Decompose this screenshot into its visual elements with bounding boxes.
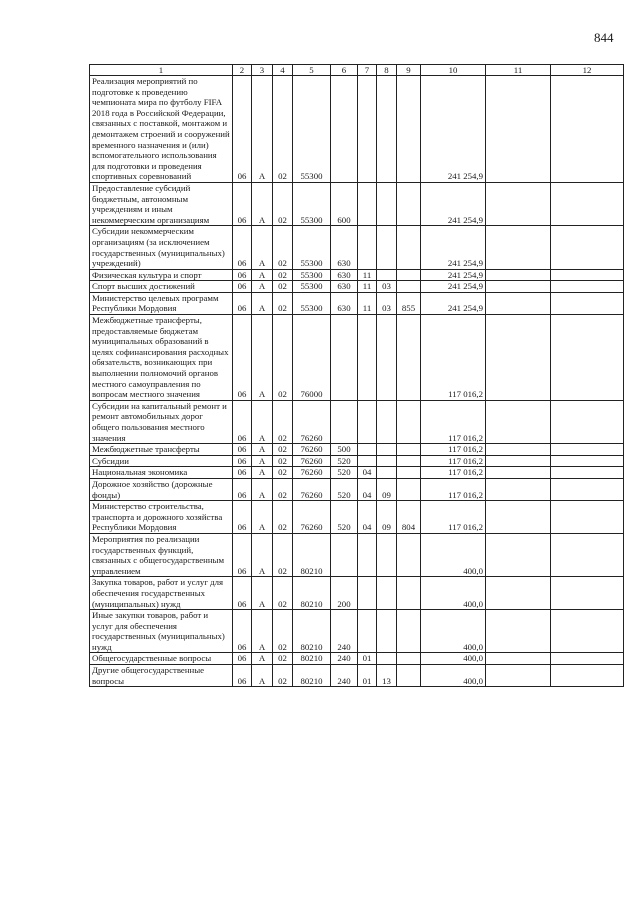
code-cell: 02	[273, 533, 293, 576]
code-cell: 06	[233, 653, 252, 665]
code-cell	[358, 76, 377, 183]
code-cell: 06	[233, 478, 252, 500]
code-cell: 520	[331, 501, 358, 534]
code-cell	[397, 281, 421, 293]
table-row	[90, 315, 624, 401]
code-cell: 76000	[293, 315, 331, 401]
code-cell: 02	[273, 269, 293, 281]
amount-cell	[486, 182, 551, 225]
table-row	[90, 467, 624, 479]
column-header: 4	[273, 65, 293, 76]
code-cell: 06	[233, 501, 252, 534]
code-cell: 76260	[293, 400, 331, 443]
code-cell: А	[252, 292, 273, 314]
amount-cell	[551, 501, 624, 534]
code-cell: 06	[233, 533, 252, 576]
amount-cell	[486, 501, 551, 534]
row-name-cell: Министерство строительства, транспорта и дорожного хозяйства Республики Мордовия	[90, 501, 233, 534]
code-cell: А	[252, 455, 273, 467]
code-cell: 80210	[293, 653, 331, 665]
code-cell: 02	[273, 577, 293, 610]
code-cell	[358, 533, 377, 576]
code-cell: 80210	[293, 610, 331, 653]
amount-cell: 400,0	[421, 610, 486, 653]
amount-cell	[486, 281, 551, 293]
amount-cell: 117 016,2	[421, 400, 486, 443]
row-name-cell: Общегосударственные вопросы	[90, 653, 233, 665]
code-cell: 06	[233, 76, 252, 183]
table-header-row	[90, 65, 624, 76]
amount-cell	[551, 315, 624, 401]
amount-cell	[551, 455, 624, 467]
amount-cell	[551, 665, 624, 687]
code-cell: 01	[358, 653, 377, 665]
code-cell: А	[252, 665, 273, 687]
code-cell: 04	[358, 478, 377, 500]
amount-cell	[486, 665, 551, 687]
code-cell: 520	[331, 478, 358, 500]
code-cell	[358, 610, 377, 653]
table-row	[90, 577, 624, 610]
row-name-cell: Другие общегосударственные вопросы	[90, 665, 233, 687]
amount-cell	[486, 292, 551, 314]
code-cell	[397, 315, 421, 401]
amount-cell: 117 016,2	[421, 315, 486, 401]
code-cell: 02	[273, 444, 293, 456]
code-cell	[397, 182, 421, 225]
code-cell	[397, 269, 421, 281]
code-cell: 09	[377, 501, 397, 534]
amount-cell	[486, 400, 551, 443]
code-cell: 02	[273, 665, 293, 687]
amount-cell	[551, 467, 624, 479]
column-header: 5	[293, 65, 331, 76]
code-cell: 76260	[293, 444, 331, 456]
code-cell: 630	[331, 226, 358, 269]
amount-cell	[486, 533, 551, 576]
code-cell	[377, 400, 397, 443]
code-cell: 240	[331, 610, 358, 653]
amount-cell: 241 254,9	[421, 76, 486, 183]
code-cell: А	[252, 478, 273, 500]
code-cell: 200	[331, 577, 358, 610]
code-cell	[331, 315, 358, 401]
code-cell	[397, 577, 421, 610]
amount-cell	[551, 533, 624, 576]
code-cell: 02	[273, 281, 293, 293]
table-row	[90, 653, 624, 665]
amount-cell	[551, 269, 624, 281]
code-cell: 06	[233, 292, 252, 314]
code-cell: 11	[358, 292, 377, 314]
code-cell: 06	[233, 665, 252, 687]
table-row	[90, 610, 624, 653]
column-header: 3	[252, 65, 273, 76]
code-cell	[397, 610, 421, 653]
code-cell: 02	[273, 478, 293, 500]
code-cell: 55300	[293, 292, 331, 314]
code-cell: 06	[233, 610, 252, 653]
code-cell	[377, 269, 397, 281]
code-cell: 04	[358, 467, 377, 479]
amount-cell	[486, 467, 551, 479]
code-cell: 02	[273, 182, 293, 225]
table-row	[90, 478, 624, 500]
code-cell: А	[252, 467, 273, 479]
row-name-cell: Национальная экономика	[90, 467, 233, 479]
amount-cell	[486, 653, 551, 665]
code-cell: 520	[331, 455, 358, 467]
row-name-cell: Дорожное хозяйство (дорожные фонды)	[90, 478, 233, 500]
code-cell	[358, 455, 377, 467]
code-cell: 03	[377, 281, 397, 293]
code-cell	[358, 444, 377, 456]
code-cell	[397, 455, 421, 467]
amount-cell	[551, 610, 624, 653]
amount-cell: 117 016,2	[421, 478, 486, 500]
row-name-cell: Мероприятия по реализации государственных функций, связанных с общегосударственным управлением	[90, 533, 233, 576]
amount-cell: 117 016,2	[421, 455, 486, 467]
code-cell: 630	[331, 292, 358, 314]
code-cell: 04	[358, 501, 377, 534]
code-cell	[358, 182, 377, 225]
row-name-cell: Иные закупки товаров, работ и услуг для обеспечения государственных (муниципальных) нужд	[90, 610, 233, 653]
amount-cell	[486, 269, 551, 281]
amount-cell: 117 016,2	[421, 501, 486, 534]
code-cell: 76260	[293, 455, 331, 467]
page-number: 844	[594, 30, 614, 45]
amount-cell: 241 254,9	[421, 292, 486, 314]
amount-cell: 241 254,9	[421, 281, 486, 293]
code-cell	[397, 467, 421, 479]
table-row	[90, 444, 624, 456]
code-cell: 600	[331, 182, 358, 225]
row-name-cell: Субсидии	[90, 455, 233, 467]
code-cell	[358, 315, 377, 401]
code-cell: 06	[233, 315, 252, 401]
code-cell: А	[252, 76, 273, 183]
code-cell	[377, 467, 397, 479]
code-cell	[397, 653, 421, 665]
column-header: 2	[233, 65, 252, 76]
code-cell: 02	[273, 76, 293, 183]
code-cell: 02	[273, 467, 293, 479]
budget-table	[89, 64, 624, 687]
table-row	[90, 182, 624, 225]
code-cell: 06	[233, 467, 252, 479]
row-name-cell: Субсидии некоммерческим организациям (за исключением государственных (муниципальных) учреждений)	[90, 226, 233, 269]
amount-cell	[486, 455, 551, 467]
code-cell: 11	[358, 281, 377, 293]
code-cell: 01	[358, 665, 377, 687]
code-cell	[397, 76, 421, 183]
code-cell: 13	[377, 665, 397, 687]
code-cell: 76260	[293, 478, 331, 500]
row-name-cell: Предоставление субсидий бюджетным, автономным учреждениям и иным некоммерческим организациям	[90, 182, 233, 225]
code-cell	[377, 610, 397, 653]
column-header: 10	[421, 65, 486, 76]
column-header: 9	[397, 65, 421, 76]
code-cell: А	[252, 501, 273, 534]
table-row	[90, 400, 624, 443]
amount-cell: 400,0	[421, 533, 486, 576]
amount-cell: 241 254,9	[421, 226, 486, 269]
column-header: 12	[551, 65, 624, 76]
code-cell: 02	[273, 455, 293, 467]
code-cell	[397, 444, 421, 456]
table-row	[90, 76, 624, 183]
code-cell: А	[252, 315, 273, 401]
code-cell: 11	[358, 269, 377, 281]
code-cell: 520	[331, 467, 358, 479]
code-cell	[377, 533, 397, 576]
table-row	[90, 665, 624, 687]
code-cell: А	[252, 577, 273, 610]
code-cell: 06	[233, 269, 252, 281]
amount-cell	[551, 653, 624, 665]
code-cell: 80210	[293, 533, 331, 576]
table-row	[90, 292, 624, 314]
table-row	[90, 533, 624, 576]
code-cell: 02	[273, 292, 293, 314]
code-cell: 55300	[293, 281, 331, 293]
amount-cell	[486, 226, 551, 269]
code-cell: А	[252, 653, 273, 665]
code-cell: 06	[233, 455, 252, 467]
code-cell: 80210	[293, 577, 331, 610]
amount-cell	[551, 292, 624, 314]
code-cell	[377, 76, 397, 183]
code-cell: 804	[397, 501, 421, 534]
code-cell: 55300	[293, 269, 331, 281]
code-cell: А	[252, 610, 273, 653]
row-name-cell: Закупка товаров, работ и услуг для обеспечения государственных (муниципальных) нужд	[90, 577, 233, 610]
code-cell	[377, 577, 397, 610]
code-cell: 02	[273, 226, 293, 269]
code-cell: А	[252, 533, 273, 576]
code-cell	[397, 400, 421, 443]
code-cell: 240	[331, 653, 358, 665]
amount-cell	[486, 76, 551, 183]
row-name-cell: Спорт высших достижений	[90, 281, 233, 293]
code-cell	[331, 76, 358, 183]
row-name-cell: Реализация мероприятий по подготовке к проведению чемпионата мира по футболу FIFA 2018 года в Российской Федерации, связанных с поставкой, монтажом и демонтажем строений и сооружений временного назначения и (или) вспомогательного использования для подготовки и проведения спортивных соревнований	[90, 76, 233, 183]
table-row	[90, 281, 624, 293]
code-cell: 02	[273, 610, 293, 653]
amount-cell	[486, 478, 551, 500]
amount-cell: 241 254,9	[421, 269, 486, 281]
code-cell: 240	[331, 665, 358, 687]
code-cell: 630	[331, 281, 358, 293]
row-name-cell: Межбюджетные трансферты, предоставляемые бюджетам муниципальных образований в целях софинансирования расходных обязательств, возникающих при выполнении полномочий органов местного самоуправления по вопросам местного значения	[90, 315, 233, 401]
amount-cell	[551, 226, 624, 269]
code-cell	[358, 400, 377, 443]
code-cell: А	[252, 444, 273, 456]
amount-cell: 400,0	[421, 653, 486, 665]
code-cell: 06	[233, 444, 252, 456]
code-cell: 09	[377, 478, 397, 500]
amount-cell: 400,0	[421, 577, 486, 610]
table-row	[90, 226, 624, 269]
code-cell: А	[252, 182, 273, 225]
code-cell	[377, 653, 397, 665]
row-name-cell: Субсидии на капитальный ремонт и ремонт автомобильных дорог общего пользования местного значения	[90, 400, 233, 443]
amount-cell	[486, 444, 551, 456]
amount-cell: 400,0	[421, 665, 486, 687]
code-cell	[377, 315, 397, 401]
code-cell: 06	[233, 281, 252, 293]
code-cell	[331, 533, 358, 576]
code-cell	[377, 455, 397, 467]
code-cell: 06	[233, 577, 252, 610]
code-cell: 76260	[293, 467, 331, 479]
column-header: 6	[331, 65, 358, 76]
code-cell	[377, 444, 397, 456]
amount-cell	[551, 400, 624, 443]
row-name-cell: Межбюджетные трансферты	[90, 444, 233, 456]
table-row	[90, 501, 624, 534]
code-cell: 02	[273, 501, 293, 534]
code-cell: 855	[397, 292, 421, 314]
column-header: 7	[358, 65, 377, 76]
column-header: 1	[90, 65, 233, 76]
table-row	[90, 269, 624, 281]
column-header: 8	[377, 65, 397, 76]
row-name-cell: Физическая культура и спорт	[90, 269, 233, 281]
amount-cell	[551, 478, 624, 500]
code-cell: 03	[377, 292, 397, 314]
code-cell	[377, 226, 397, 269]
code-cell: 02	[273, 653, 293, 665]
code-cell	[377, 182, 397, 225]
code-cell	[397, 533, 421, 576]
row-name-cell: Министерство целевых программ Республики Мордовия	[90, 292, 233, 314]
code-cell: 80210	[293, 665, 331, 687]
amount-cell	[551, 76, 624, 183]
code-cell	[358, 577, 377, 610]
code-cell: 55300	[293, 182, 331, 225]
code-cell	[331, 400, 358, 443]
code-cell: 630	[331, 269, 358, 281]
amount-cell	[486, 577, 551, 610]
amount-cell	[551, 577, 624, 610]
code-cell: А	[252, 226, 273, 269]
code-cell: А	[252, 281, 273, 293]
amount-cell: 117 016,2	[421, 467, 486, 479]
column-header: 11	[486, 65, 551, 76]
amount-cell	[551, 182, 624, 225]
amount-cell	[551, 281, 624, 293]
code-cell: А	[252, 400, 273, 443]
code-cell: 02	[273, 315, 293, 401]
code-cell: А	[252, 269, 273, 281]
code-cell: 55300	[293, 76, 331, 183]
amount-cell	[486, 610, 551, 653]
amount-cell: 117 016,2	[421, 444, 486, 456]
code-cell	[397, 478, 421, 500]
amount-cell: 241 254,9	[421, 182, 486, 225]
code-cell: 55300	[293, 226, 331, 269]
table-row	[90, 455, 624, 467]
code-cell: 06	[233, 400, 252, 443]
code-cell: 76260	[293, 501, 331, 534]
code-cell	[397, 226, 421, 269]
code-cell: 500	[331, 444, 358, 456]
amount-cell	[486, 315, 551, 401]
code-cell	[397, 665, 421, 687]
code-cell: 06	[233, 226, 252, 269]
code-cell: 02	[273, 400, 293, 443]
code-cell: 06	[233, 182, 252, 225]
amount-cell	[551, 444, 624, 456]
code-cell	[358, 226, 377, 269]
